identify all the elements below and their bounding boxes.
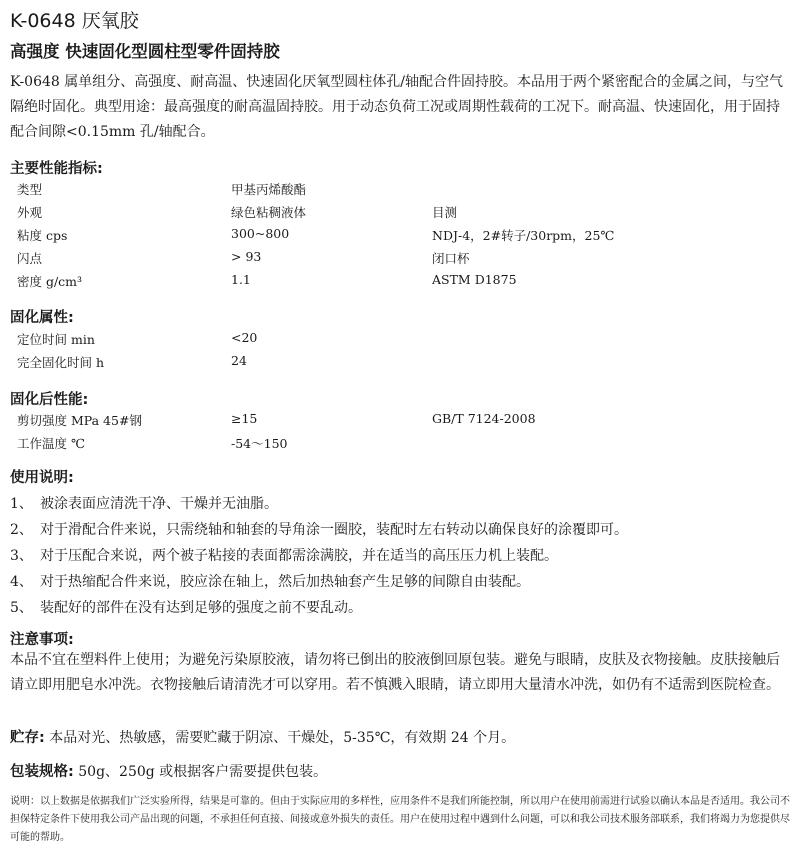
usage-item-text: 对于热缩配合件来说，胶应涂在轴上，然后加热轴套产生足够的间隙自由装配。 [40, 574, 530, 590]
spec-name: 粘度 cps [17, 228, 68, 243]
packaging-row [10, 760, 327, 781]
page-subtitle: 高强度 快速固化型圆柱型零件固持胶 [10, 42, 280, 61]
intro-paragraph: K-0648 属单组分、高强度、耐高温、快速固化厌氧型圆柱体孔/轴配合件固持胶。本品用于两个紧密配合的金属之间，与空气隔绝时固化。典型用途：最高强度的耐高温固持胶。用于动态负荷工况或周期性载荷的工况下。耐高温、快速固化，用于固持配合间隙<0.15mm 孔/轴配合。 [10, 74, 783, 140]
packaging-label: 包装规格: [10, 764, 74, 780]
disclaimer-footnote: 说明：以上数据是依据我们广泛实验所得，结果是可靠的。但由于实际应用的多样性，应用条件不是我们所能控制，所以用户在使用前需进行试验以确认本品是否适用。我公司不担保特定条件下使用我公司产品出现的问题，不承担任何直接、间接或意外损失的责任。用户在使用过程中遇到什么问题，可以和我公司技术服务部联系，我们将竭力为您提供尽可能的帮助。 [10, 796, 790, 843]
usage-heading: 使用说明: [10, 470, 74, 486]
storage-text: 本品对光、热敏感，需要贮藏于阴凉、干燥处，5-35℃，有效期 24 个月。 [49, 730, 516, 746]
spec-value: 1.1 [231, 272, 251, 287]
post-cure-value: ≥15 [231, 411, 258, 426]
spec-name: 类型 [17, 182, 43, 197]
notes-paragraph: 本品不宜在塑料件上使用；为避免污染原胶液，请勿将已倒出的胶液倒回原包装。避免与眼睛，皮肤及衣物接触。皮肤接触后请立即用肥皂水冲洗。衣物接触后请清洗才可以穿用。若不慎溅入眼睛，请立即用大量清水冲洗，如仍有不适需到医院检查。 [10, 652, 780, 693]
usage-item-number: 5、 [10, 600, 33, 616]
notes-heading: 注意事项: [10, 632, 74, 648]
curing-name: 完全固化时间 h [17, 355, 105, 370]
curing-value: <20 [231, 330, 258, 345]
storage-row [10, 726, 515, 747]
performance-heading: 主要性能指标: [10, 161, 103, 177]
spec-value: > 93 [231, 249, 262, 264]
spec-method: NDJ-4，2#转子/30rpm，25℃ [432, 228, 615, 243]
usage-item-text: 装配好的部件在没有达到足够的强度之前不要乱动。 [40, 600, 362, 616]
curing-name: 定位时间 min [17, 332, 95, 347]
packaging-text: 50g、250g 或根据客户需要提供包装。 [78, 764, 328, 780]
spec-method: 目测 [432, 205, 458, 220]
storage-label: 贮存: [10, 730, 45, 746]
usage-item-number: 4、 [10, 574, 33, 590]
usage-item-number: 1、 [10, 496, 33, 512]
post-cure-method: GB/T 7124-2008 [432, 411, 536, 426]
usage-item [10, 571, 530, 591]
usage-item-text: 对于滑配合件来说，只需绕轴和轴套的导角涂一圈胶，装配时左右转动以确保良好的涂覆即可。 [40, 522, 628, 538]
spec-name: 闪点 [17, 251, 43, 266]
usage-item-number: 3、 [10, 548, 33, 564]
spec-method: ASTM D1875 [432, 272, 517, 287]
usage-item-text: 被涂表面应清洗干净、干燥并无油脂。 [40, 496, 278, 512]
usage-item [10, 493, 278, 513]
post-cure-heading: 固化后性能: [10, 392, 89, 408]
post-cure-name: 工作温度 ℃ [17, 436, 85, 451]
spec-value: 甲基丙烯酸酯 [231, 182, 307, 197]
usage-item [10, 597, 362, 617]
spec-method: 闭口杯 [432, 251, 470, 266]
usage-item-text: 对于压配合来说，两个被子粘接的表面都需涂满胶，并在适当的高压压力机上装配。 [40, 548, 558, 564]
post-cure-name: 剪切强度 MPa 45#钢 [17, 413, 142, 428]
spec-name: 密度 g/cm³ [17, 274, 83, 289]
curing-value: 24 [231, 353, 247, 368]
spec-name: 外观 [17, 205, 43, 220]
page-title: K-0648 厌氧胶 [10, 10, 139, 32]
curing-heading: 固化属性: [10, 310, 74, 326]
usage-item [10, 519, 628, 539]
usage-item [10, 545, 558, 565]
spec-value: 300~800 [231, 226, 290, 241]
post-cure-value: -54～150 [231, 436, 288, 451]
spec-value: 绿色粘稠液体 [231, 205, 307, 220]
usage-item-number: 2、 [10, 522, 33, 538]
